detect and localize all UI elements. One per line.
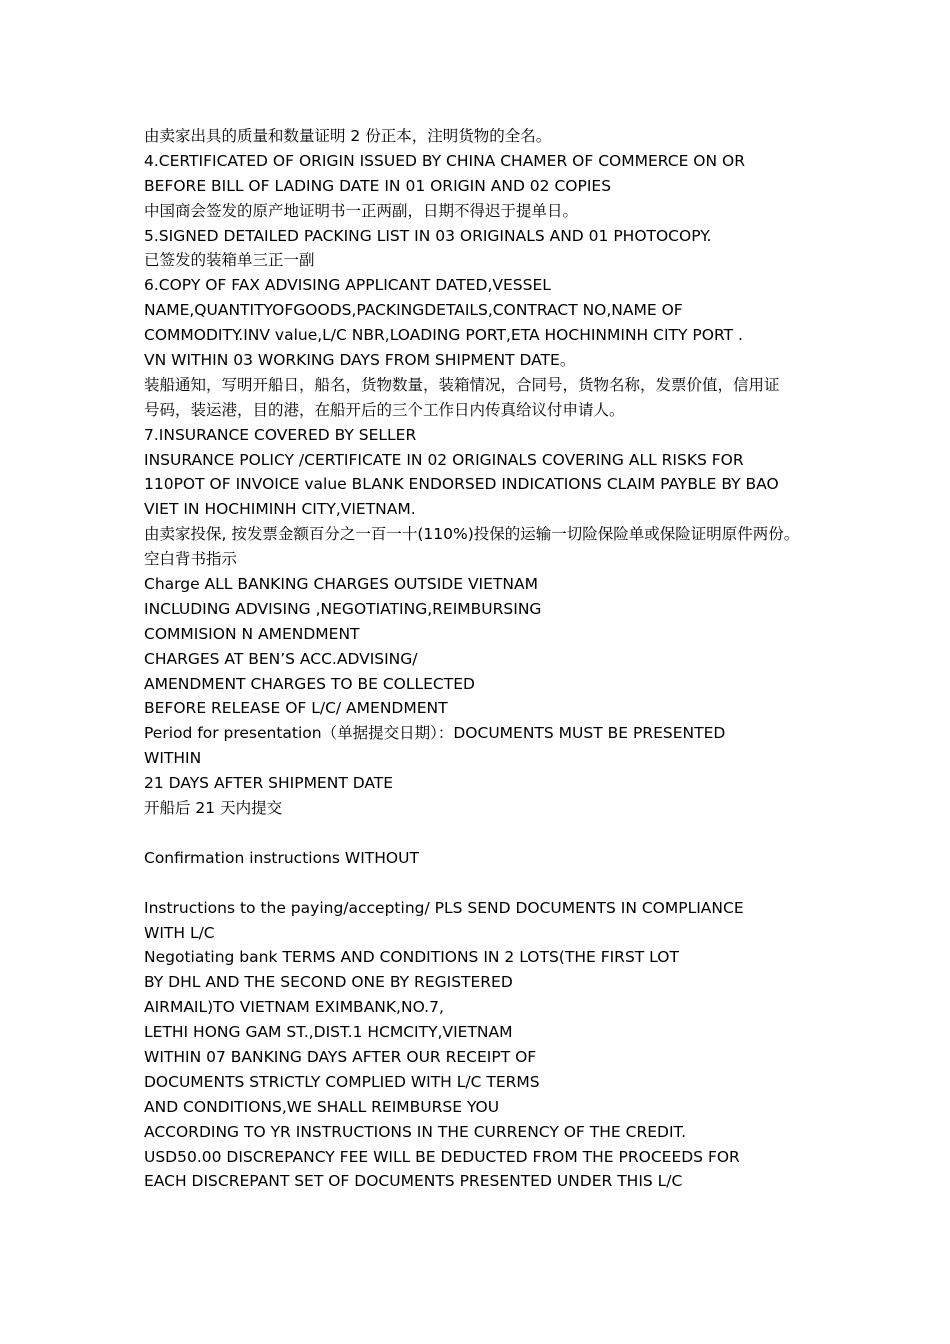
text-line: 开船后 21 天内提交: [144, 799, 283, 818]
text-line: VIET IN HOCHIMINH CITY,VIETNAM.: [144, 500, 416, 519]
text-line: 号码，装运港，目的港，在船开后的三个工作日内传真给议付申请人。: [144, 400, 625, 419]
document-body: [144, 124, 844, 1194]
text-line: INCLUDING ADVISING ,NEGOTIATING,REIMBURSING: [144, 599, 542, 618]
text-line: LETHI HONG GAM ST.,DIST.1 HCMCITY,VIETNAM: [144, 1023, 513, 1042]
blank-line: [144, 821, 844, 846]
text-line: 装船通知，写明开船日，船名，货物数量，装箱情况，合同号，货物名称，发票价值，信用证: [144, 375, 780, 394]
text-line: NAME,QUANTITYOFGOODS,PACKINGDETAILS,CONTRACT NO,NAME OF: [144, 301, 683, 320]
text-line: USD50.00 DISCREPANCY FEE WILL BE DEDUCTED FROM THE PROCEEDS FOR: [144, 1147, 740, 1166]
blank-line: [144, 871, 844, 896]
text-line: 中国商会签发的原产地证明书一正两副，日期不得迟于提单日。: [144, 201, 579, 220]
text-line: 由卖家出具的质量和数量证明 2 份正本，注明货物的全名。: [144, 127, 552, 145]
text-line: 6.COPY OF FAX ADVISING APPLICANT DATED,VESSEL: [144, 276, 551, 295]
text-line: WITH L/C: [144, 923, 215, 942]
text-line: Negotiating bank TERMS AND CONDITIONS IN 2 LOTS(THE FIRST LOT: [144, 948, 679, 967]
text-line: DOCUMENTS STRICTLY COMPLIED WITH L/C TERMS: [144, 1072, 540, 1091]
text-line: VN WITHIN 03 WORKING DAYS FROM SHIPMENT DATE。: [144, 351, 576, 370]
text-line: Charge ALL BANKING CHARGES OUTSIDE VIETNAM: [144, 575, 538, 594]
text-line: 5.SIGNED DETAILED PACKING LIST IN 03 ORIGINALS AND 01 PHOTOCOPY.: [144, 226, 712, 245]
text-line: WITHIN 07 BANKING DAYS AFTER OUR RECEIPT OF: [144, 1047, 537, 1066]
text-line: BEFORE RELEASE OF L/C/ AMENDMENT: [144, 699, 448, 718]
text-line: Period for presentation（单据提交日期）：DOCUMENTS MUST BE PRESENTED: [144, 724, 726, 743]
text-line: 已签发的装箱单三正一副: [144, 251, 315, 270]
text-line: AIRMAIL)TO VIETNAM EXIMBANK,NO.7,: [144, 998, 444, 1017]
text-line: Instructions to the paying/accepting/ PLS SEND DOCUMENTS IN COMPLIANCE: [144, 898, 744, 917]
text-line: Confirmation instructions WITHOUT: [144, 848, 419, 867]
text-line: 110POT OF INVOICE value BLANK ENDORSED INDICATIONS CLAIM PAYBLE BY BAO: [144, 475, 779, 494]
text-line: 空白背书指示: [144, 550, 238, 569]
text-line: INSURANCE POLICY /CERTIFICATE IN 02 ORIGINALS COVERING ALL RISKS FOR: [144, 450, 744, 469]
text-line: CHARGES AT BEN’S ACC.ADVISING/: [144, 649, 418, 668]
text-line: COMMODITY.INV value,L/C NBR,LOADING PORT,ETA HOCHINMINH CITY PORT .: [144, 326, 743, 345]
text-line: 由卖家投保, 按发票金额百分之一百一十(110%)投保的运输一切险保险单或保险证明原件两份。: [144, 525, 800, 544]
text-line: BEFORE BILL OF LADING DATE IN 01 ORIGIN AND 02 COPIES: [144, 176, 612, 195]
text-line: WITHIN: [144, 749, 202, 768]
text-line: 4.CERTIFICATED OF ORIGIN ISSUED BY CHINA CHAMER OF COMMERCE ON OR: [144, 151, 745, 170]
text-line: 21 DAYS AFTER SHIPMENT DATE: [144, 774, 394, 793]
text-line: EACH DISCREPANT SET OF DOCUMENTS PRESENTED UNDER THIS L/C: [144, 1172, 683, 1191]
text-line: ACCORDING TO YR INSTRUCTIONS IN THE CURRENCY OF THE CREDIT.: [144, 1122, 687, 1141]
text-line: AND CONDITIONS,WE SHALL REIMBURSE YOU: [144, 1097, 500, 1116]
text-line: BY DHL AND THE SECOND ONE BY REGISTERED: [144, 973, 513, 992]
text-line: COMMISION N AMENDMENT: [144, 624, 360, 643]
text-line: AMENDMENT CHARGES TO BE COLLECTED: [144, 674, 475, 693]
text-line: 7.INSURANCE COVERED BY SELLER: [144, 425, 417, 444]
